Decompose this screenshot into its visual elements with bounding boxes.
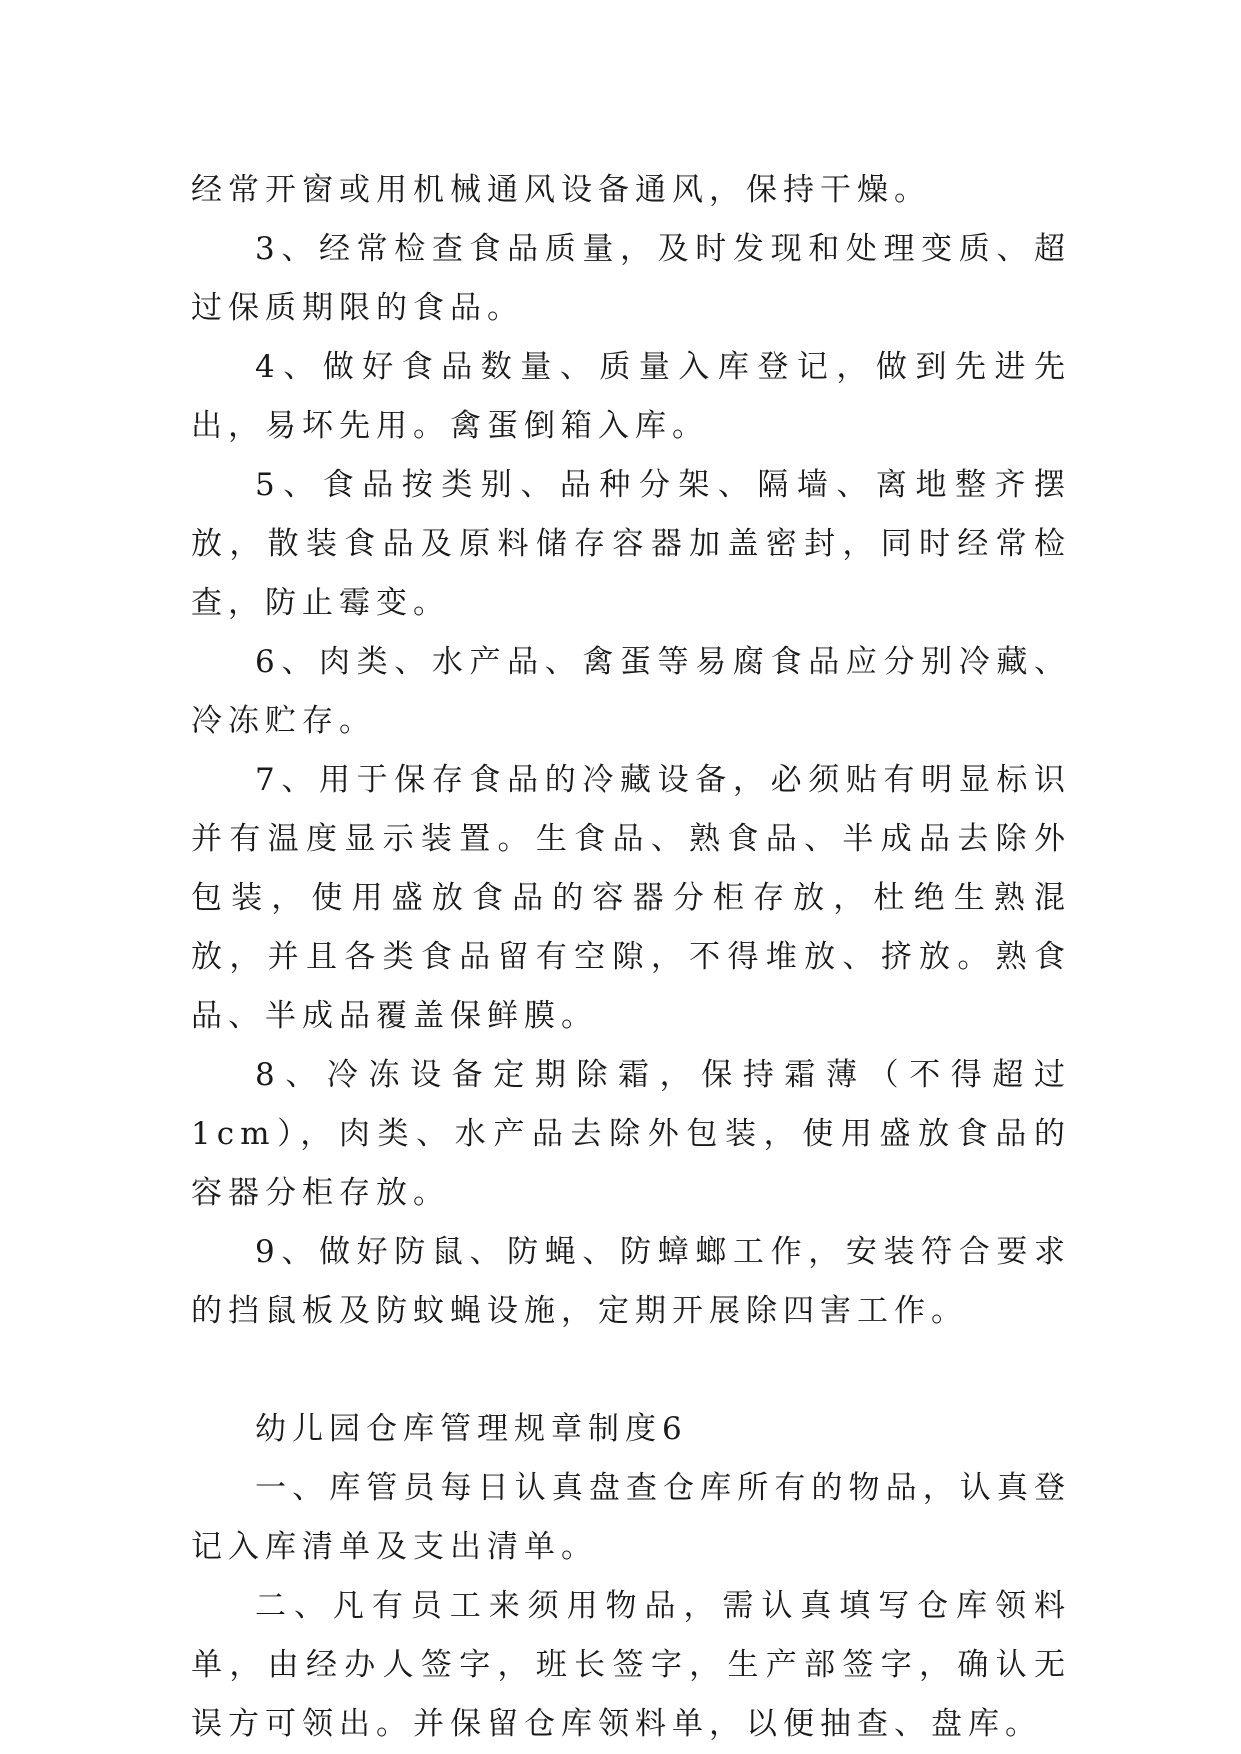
paragraph-item-4: 4、做好食品数量、质量入库登记，做到先进先出，易坏先用。禽蛋倒箱入库。 bbox=[191, 349, 1071, 444]
paragraph-rule-2: 二、凡有员工来须用物品，需认真填写仓库领料单，由经办人签字，班长签字，生产部签字，确认无误方可领出。并保留仓库领料单，以便抽查、盘库。 bbox=[191, 1588, 1071, 1742]
document-body bbox=[191, 161, 1071, 1754]
paragraph-item-9: 9、做好防鼠、防蝇、防蟑螂工作，安装符合要求的挡鼠板及防蚊蝇设施，定期开展除四害工作。 bbox=[191, 1234, 1071, 1329]
paragraph-item-6: 6、肉类、水产品、禽蛋等易腐食品应分别冷藏、冷冻贮存。 bbox=[191, 644, 1071, 739]
paragraph-item-7: 7、用于保存食品的冷藏设备，必须贴有明显标识并有温度显示装置。生食品、熟食品、半成品去除外包装，使用盛放食品的容器分柜存放，杜绝生熟混放，并且各类食品留有空隙，不得堆放、挤放。熟食品、半成品覆盖保鲜膜。 bbox=[191, 762, 1071, 1034]
paragraph-rule-1: 一、库管员每日认真盘查仓库所有的物品，认真登记入库清单及支出清单。 bbox=[191, 1470, 1071, 1565]
paragraph-item-5: 5、食品按类别、品种分架、隔墙、离地整齐摆放，散装食品及原料储存容器加盖密封，同时经常检查，防止霉变。 bbox=[191, 467, 1071, 621]
section-spacer bbox=[191, 1341, 1071, 1400]
paragraph-item-8: 8、冷冻设备定期除霜，保持霜薄（不得超过1cm），肉类、水产品去除外包装，使用盛放食品的容器分柜存放。 bbox=[191, 1057, 1071, 1211]
paragraph-continuation: 经常开窗或用机械通风设备通风，保持干燥。 bbox=[191, 172, 931, 208]
section-title: 幼儿园仓库管理规章制度6 bbox=[255, 1411, 688, 1447]
paragraph-item-3: 3、经常检查食品质量，及时发现和处理变质、超过保质期限的食品。 bbox=[191, 231, 1071, 326]
